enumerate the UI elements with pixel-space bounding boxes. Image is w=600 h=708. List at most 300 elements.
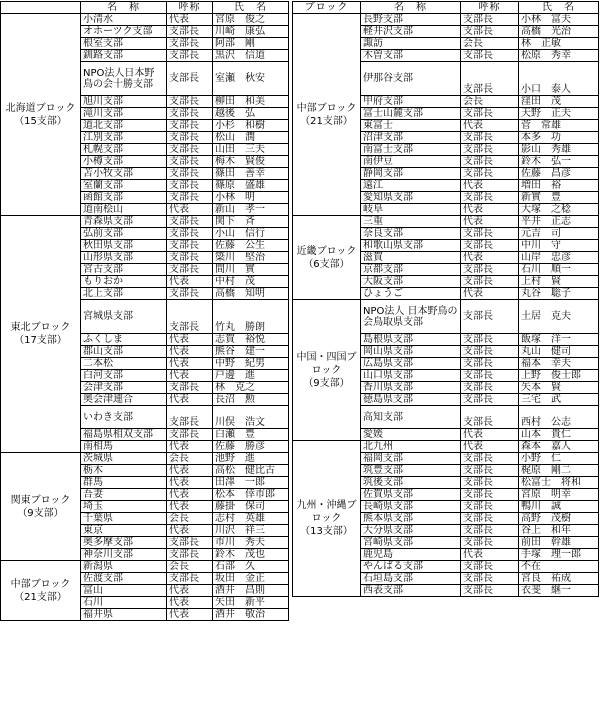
chapter-name: 滋賀: [361, 252, 461, 264]
chapter-name: ふくしま: [81, 334, 167, 346]
title-cell: 支部長: [167, 108, 213, 120]
chapter-name: 長野支部: [361, 14, 461, 26]
table-row: [1, 216, 289, 228]
chapter-name: 秋田県支部: [81, 240, 167, 252]
title-cell: 支部長: [461, 108, 519, 120]
person-name: 前田 幹雄: [519, 537, 599, 549]
title-cell: 支部長: [167, 382, 213, 394]
chapter-name: 千葉県: [81, 513, 167, 525]
title-cell: 支部長: [461, 228, 519, 240]
chapter-name: 富山: [81, 585, 167, 597]
chapter-name: 埼玉: [81, 501, 167, 513]
chapter-name: 岡山県支部: [361, 346, 461, 358]
title-cell: 代表: [461, 204, 519, 216]
chapter-name: 軽井沢支部: [361, 26, 461, 38]
person-name: 白瀬 豊: [213, 429, 289, 441]
person-name: 矢本 賢: [519, 382, 599, 394]
person-name: 新山 孝一: [213, 204, 289, 216]
title-cell: 支部長: [167, 288, 213, 300]
person-name: 小林 明: [213, 192, 289, 204]
block-label: 中部ブロック （21支部）: [293, 14, 361, 216]
person-name: 鴨川 誠: [519, 501, 599, 513]
title-cell: 支部長: [167, 96, 213, 108]
person-name: 山本 貴仁: [519, 429, 599, 441]
title-cell: 支部長: [461, 168, 519, 180]
chapter-name: 東富士: [361, 120, 461, 132]
person-name: 松原 秀幸: [519, 50, 599, 62]
title-cell: 支部長: [461, 513, 519, 525]
title-cell: 支部長: [461, 585, 519, 597]
title-cell: 支部長: [461, 62, 519, 96]
block-label: 中部ブロック （21支部）: [1, 561, 81, 621]
person-name: 川俣 浩文: [213, 406, 289, 429]
chapter-name: 白河支部: [81, 370, 167, 382]
person-name: 佐藤 昌彦: [519, 168, 599, 180]
chapter-name: 三重: [361, 216, 461, 228]
table-row: [1, 561, 289, 573]
table-row: [293, 441, 599, 453]
chapter-name: 南富士支部: [361, 144, 461, 156]
chapter-name: 室蘭支部: [81, 180, 167, 192]
chapter-name: 新潟県: [81, 561, 167, 573]
title-cell: 代表: [461, 288, 519, 300]
person-name: 池野 進: [213, 453, 289, 465]
title-cell: 支部長: [167, 38, 213, 50]
title-cell: 支部長: [167, 240, 213, 252]
person-name: 田澤 一郎: [213, 477, 289, 489]
title-cell: 支部長: [461, 26, 519, 38]
person-name: 藤掛 保司: [213, 501, 289, 513]
chapter-name: 佐賀県支部: [361, 489, 461, 501]
chapter-name: 遠江: [361, 180, 461, 192]
chapter-name: 奥多摩支部: [81, 537, 167, 549]
title-cell: 支部長: [461, 14, 519, 26]
chapter-name: 岐阜: [361, 204, 461, 216]
chapter-name: 二本松: [81, 358, 167, 370]
block-label: 北海道ブロック （15支部）: [1, 14, 81, 216]
person-name: 黒沢 信道: [213, 50, 289, 62]
chapter-name: 福島県相双支部: [81, 429, 167, 441]
person-name: 増田 裕: [519, 180, 599, 192]
table-row: [293, 14, 599, 26]
person-name: 林 正敏: [519, 38, 599, 50]
title-cell: 代表: [461, 216, 519, 228]
person-name: 酒井 昌則: [213, 585, 289, 597]
chapter-name: NPO法人 日本野鳥の会鳥取県支部: [361, 300, 461, 334]
chapter-name: 諏訪: [361, 38, 461, 50]
person-name: 竹丸 勝朗: [213, 300, 289, 334]
chapter-name: 山口県支部: [361, 370, 461, 382]
title-cell: 支部長: [461, 477, 519, 489]
person-name: 小口 泰人: [519, 62, 599, 96]
title-cell: 代表: [167, 14, 213, 26]
chapter-name: 大阪支部: [361, 276, 461, 288]
person-name: 大塚 之稔: [519, 204, 599, 216]
title-cell: 支部長: [461, 240, 519, 252]
chapter-name: いわき支部: [81, 406, 167, 429]
chapter-name: 東京: [81, 525, 167, 537]
header-block: ブロック: [293, 2, 361, 14]
person-name: 西村 公志: [519, 406, 599, 429]
chapter-name: 京都支部: [361, 264, 461, 276]
chapter-name: 茨城県: [81, 453, 167, 465]
chapter-name: 筑後支部: [361, 477, 461, 489]
chapter-name: 北九州: [361, 441, 461, 453]
header-person: 氏 名: [213, 2, 289, 14]
chapter-name: 甲府支部: [361, 96, 461, 108]
person-name: 上野 俊士郎: [519, 370, 599, 382]
title-cell: 代表: [167, 441, 213, 453]
person-name: 森本 嘉人: [519, 441, 599, 453]
person-name: 長沼 勲: [213, 394, 289, 406]
person-name: 志村 英雄: [213, 513, 289, 525]
title-cell: 支部長: [167, 228, 213, 240]
chapter-name: 会津支部: [81, 382, 167, 394]
title-cell: 代表: [167, 358, 213, 370]
chapter-name: ひょうご: [361, 288, 461, 300]
title-cell: 支部長: [167, 26, 213, 38]
chapter-name: 福井県: [81, 609, 167, 621]
title-cell: 代表: [461, 120, 519, 132]
person-name: 窪田 茂: [519, 96, 599, 108]
chapter-name: やんばる支部: [361, 561, 461, 573]
chapter-name: 青森県支部: [81, 216, 167, 228]
person-name: 宮原 明幸: [519, 489, 599, 501]
person-name: 丸山 健司: [519, 346, 599, 358]
person-name: 中川 守: [519, 240, 599, 252]
chapter-name: 木曽支部: [361, 50, 461, 62]
title-cell: 会長: [461, 96, 519, 108]
title-cell: 支部長: [461, 489, 519, 501]
chapter-name: 小清水: [81, 14, 167, 26]
block-label: 東北ブロック （17支部）: [1, 216, 81, 453]
chapter-name: 愛媛: [361, 429, 461, 441]
title-cell: 支部長: [461, 50, 519, 62]
title-cell: 会長: [461, 38, 519, 50]
person-name: 不在: [519, 561, 599, 573]
chapter-name: 佐渡支部: [81, 573, 167, 585]
person-name: 戸邊 進: [213, 370, 289, 382]
chapter-name: 江別支部: [81, 132, 167, 144]
chapter-name: 奈良支部: [361, 228, 461, 240]
person-name: 飯塚 洋一: [519, 334, 599, 346]
chapter-name: 大分県支部: [361, 525, 461, 537]
title-cell: 代表: [167, 477, 213, 489]
person-name: 佐藤 公生: [213, 240, 289, 252]
title-cell: 代表: [167, 465, 213, 477]
chapter-name: 鹿児島: [361, 549, 461, 561]
chapter-name: 島根県支部: [361, 334, 461, 346]
chapter-name: 道南桧山: [81, 204, 167, 216]
title-cell: 支部長: [167, 180, 213, 192]
person-name: 宮原 俊之: [213, 14, 289, 26]
person-name: 佐藤 勝彦: [213, 441, 289, 453]
right-table-body: [293, 2, 599, 597]
person-name: 梅木 賢俊: [213, 156, 289, 168]
title-cell: 支部長: [461, 276, 519, 288]
chapter-name: もりおか: [81, 276, 167, 288]
title-cell: 支部長: [461, 573, 519, 585]
chapter-name: 吾妻: [81, 489, 167, 501]
title-cell: 支部長: [461, 334, 519, 346]
title-cell: 支部長: [167, 406, 213, 429]
block-label: 近畿ブロック （6支部）: [293, 216, 361, 300]
block-label: 関東ブロック （9支部）: [1, 453, 81, 561]
person-name: 松富士 将和: [519, 477, 599, 489]
person-name: 越後 弘: [213, 108, 289, 120]
chapter-name: 苫小牧支部: [81, 168, 167, 180]
person-name: 小杉 和樹: [213, 120, 289, 132]
title-cell: 支部長: [167, 50, 213, 62]
title-cell: 支部長: [461, 501, 519, 513]
title-cell: 会長: [167, 453, 213, 465]
person-name: 菅 常雄: [519, 120, 599, 132]
title-cell: 支部長: [461, 264, 519, 276]
person-name: 川沢 祥三: [213, 525, 289, 537]
person-name: 影山 秀雄: [519, 144, 599, 156]
person-name: 坂田 金正: [213, 573, 289, 585]
person-name: 高橋 知明: [213, 288, 289, 300]
person-name: 谷上 和年: [519, 525, 599, 537]
header-person: 氏 名: [519, 2, 599, 14]
title-cell: 支部長: [167, 132, 213, 144]
chapter-name: 南伊豆: [361, 156, 461, 168]
title-cell: 支部長: [461, 192, 519, 204]
title-cell: 代表: [167, 585, 213, 597]
person-name: 間川 實: [213, 264, 289, 276]
chapter-name: 根室支部: [81, 38, 167, 50]
title-cell: 支部長: [167, 62, 213, 96]
title-cell: 代表: [167, 525, 213, 537]
title-cell: 支部長: [167, 573, 213, 585]
person-name: 高松 健比古: [213, 465, 289, 477]
chapter-name: 宮城県支部: [81, 300, 167, 334]
person-name: 平井 正志: [519, 216, 599, 228]
header-title: 呼称: [167, 2, 213, 14]
person-name: 山岸 忠彦: [519, 252, 599, 264]
person-name: 小山 信行: [213, 228, 289, 240]
chapter-name: 長崎県支部: [361, 501, 461, 513]
person-name: 志賀 裕悦: [213, 334, 289, 346]
person-name: 新實 豊: [519, 192, 599, 204]
title-cell: 支部長: [167, 549, 213, 561]
person-name: 福本 幸夫: [519, 358, 599, 370]
header-name: 名 称: [361, 2, 461, 14]
title-cell: 支部長: [167, 264, 213, 276]
person-name: 室瀬 秋安: [213, 62, 289, 96]
person-name: 石川 順一: [519, 264, 599, 276]
person-name: 酒井 敬治: [213, 609, 289, 621]
title-cell: 支部長: [167, 300, 213, 334]
chapter-name: 沼津支部: [361, 132, 461, 144]
title-cell: 代表: [167, 597, 213, 609]
title-cell: 代表: [167, 370, 213, 382]
person-name: 鈴木 弘一: [519, 156, 599, 168]
chapter-name: 和歌山県支部: [361, 240, 461, 252]
table-row: [1, 14, 289, 26]
chapter-name: 郡山支部: [81, 346, 167, 358]
title-cell: 会長: [167, 561, 213, 573]
title-cell: 代表: [167, 276, 213, 288]
title-cell: 支部長: [461, 156, 519, 168]
title-cell: 代表: [461, 252, 519, 264]
chapter-name: 熊本県支部: [361, 513, 461, 525]
person-name: 衣斐 継一: [519, 585, 599, 597]
title-cell: 支部長: [461, 465, 519, 477]
chapter-name: 栃木: [81, 465, 167, 477]
header-name: 名 称: [81, 2, 167, 14]
title-cell: 支部長: [167, 192, 213, 204]
title-cell: 支部長: [461, 382, 519, 394]
person-name: 石部 久: [213, 561, 289, 573]
chapter-name: 筑豊支部: [361, 465, 461, 477]
left-table: [0, 1, 289, 621]
header-block: [1, 2, 81, 14]
person-name: 山田 三夫: [213, 144, 289, 156]
person-name: 熊谷 建一: [213, 346, 289, 358]
person-name: 松山 潤: [213, 132, 289, 144]
title-cell: 代表: [167, 204, 213, 216]
title-cell: 代表: [167, 394, 213, 406]
table-row: [293, 216, 599, 228]
title-cell: 支部長: [461, 132, 519, 144]
person-name: 上村 賢: [519, 276, 599, 288]
person-name: 高橋 光治: [519, 26, 599, 38]
title-cell: 支部長: [461, 453, 519, 465]
person-name: 簗川 堅治: [213, 252, 289, 264]
chapter-name: 愛知県支部: [361, 192, 461, 204]
person-name: 鈴木 茂也: [213, 549, 289, 561]
chapter-name: 山形県支部: [81, 252, 167, 264]
title-cell: 代表: [461, 429, 519, 441]
chapter-name: 香川県支部: [361, 382, 461, 394]
chapter-name: 西表支部: [361, 585, 461, 597]
chapter-name: 釧路支部: [81, 50, 167, 62]
person-name: 中村 茂: [213, 276, 289, 288]
person-name: 手塚 理一郎: [519, 549, 599, 561]
title-cell: 支部長: [167, 168, 213, 180]
title-cell: 支部長: [167, 216, 213, 228]
title-cell: 支部長: [461, 561, 519, 573]
person-name: 本多 功: [519, 132, 599, 144]
title-cell: 支部長: [461, 394, 519, 406]
person-name: 中野 紀男: [213, 358, 289, 370]
header-row: [293, 2, 599, 14]
title-cell: 代表: [461, 180, 519, 192]
title-cell: 代表: [461, 441, 519, 453]
person-name: 小林 富夫: [519, 14, 599, 26]
title-cell: 支部長: [167, 120, 213, 132]
chapter-name: 札幌支部: [81, 144, 167, 156]
title-cell: 代表: [167, 346, 213, 358]
title-cell: 支部長: [167, 156, 213, 168]
title-cell: 支部長: [461, 300, 519, 334]
chapter-name: 小樽支部: [81, 156, 167, 168]
chapter-name: 宮古支部: [81, 264, 167, 276]
chapter-name: 北上支部: [81, 288, 167, 300]
chapter-name: 宮崎県支部: [361, 537, 461, 549]
chapter-name: 奥会津連合: [81, 394, 167, 406]
block-label: 九州・沖縄ブロック （13支部）: [293, 441, 361, 597]
person-name: 篠原 盛雄: [213, 180, 289, 192]
person-name: 高野 茂樹: [519, 513, 599, 525]
chapter-name: 広島県支部: [361, 358, 461, 370]
block-label: 中国・四国ブロック （9支部）: [293, 300, 361, 441]
table-row: [1, 453, 289, 465]
chapter-name: 神奈川支部: [81, 549, 167, 561]
chapter-name: 石川: [81, 597, 167, 609]
chapter-name: 伊那谷支部: [361, 62, 461, 96]
chapter-name: 群馬: [81, 477, 167, 489]
title-cell: 支部長: [167, 252, 213, 264]
title-cell: 代表: [167, 489, 213, 501]
person-name: 林 克之: [213, 382, 289, 394]
chapter-name: NPO法人日本野鳥の会十勝支部: [81, 62, 167, 96]
chapter-name: 高知支部: [361, 406, 461, 429]
person-name: 丸谷 聡子: [519, 288, 599, 300]
person-name: 元吉 司: [519, 228, 599, 240]
table-row: [293, 300, 599, 334]
person-name: 篠田 善幸: [213, 168, 289, 180]
right-table: [292, 1, 599, 597]
chapter-name: 旭川支部: [81, 96, 167, 108]
chapter-name: 福岡支部: [361, 453, 461, 465]
person-name: 川崎 康弘: [213, 26, 289, 38]
title-cell: 支部長: [461, 358, 519, 370]
title-cell: 代表: [167, 334, 213, 346]
chapter-name: オホーツク支部: [81, 26, 167, 38]
title-cell: 支部長: [461, 370, 519, 382]
title-cell: 支部長: [461, 346, 519, 358]
title-cell: 支部長: [167, 429, 213, 441]
title-cell: 支部長: [461, 144, 519, 156]
person-name: 宮良 祐成: [519, 573, 599, 585]
chapter-name: 富士山麓支部: [361, 108, 461, 120]
person-name: 土居 克夫: [519, 300, 599, 334]
title-cell: 支部長: [461, 525, 519, 537]
chapter-name: 静岡支部: [361, 168, 461, 180]
person-name: 天野 正夫: [519, 108, 599, 120]
person-name: 松本 倖市郎: [213, 489, 289, 501]
person-name: 柳田 和美: [213, 96, 289, 108]
person-name: 阿部 剛: [213, 38, 289, 50]
person-name: 三宅 武: [519, 394, 599, 406]
chapter-name: 函館支部: [81, 192, 167, 204]
title-cell: 支部長: [167, 537, 213, 549]
person-name: 梶原 剛二: [519, 465, 599, 477]
title-cell: 支部長: [461, 406, 519, 429]
header-row: [1, 2, 289, 14]
title-cell: 支部長: [461, 537, 519, 549]
chapter-name: 南相馬: [81, 441, 167, 453]
chapter-name: 道北支部: [81, 120, 167, 132]
person-name: 小野 仁: [519, 453, 599, 465]
person-name: 関下 斉: [213, 216, 289, 228]
chapter-name: 弘前支部: [81, 228, 167, 240]
title-cell: 会長: [167, 513, 213, 525]
title-cell: 代表: [167, 501, 213, 513]
person-name: 市川 秀夫: [213, 537, 289, 549]
title-cell: 支部長: [167, 144, 213, 156]
title-cell: 代表: [167, 609, 213, 621]
chapter-name: 石垣島支部: [361, 573, 461, 585]
header-title: 呼称: [461, 2, 519, 14]
title-cell: 代表: [461, 549, 519, 561]
person-name: 矢田 新平: [213, 597, 289, 609]
chapter-name: 徳島県支部: [361, 394, 461, 406]
left-table-body: [1, 2, 289, 621]
chapter-name: 滝川支部: [81, 108, 167, 120]
